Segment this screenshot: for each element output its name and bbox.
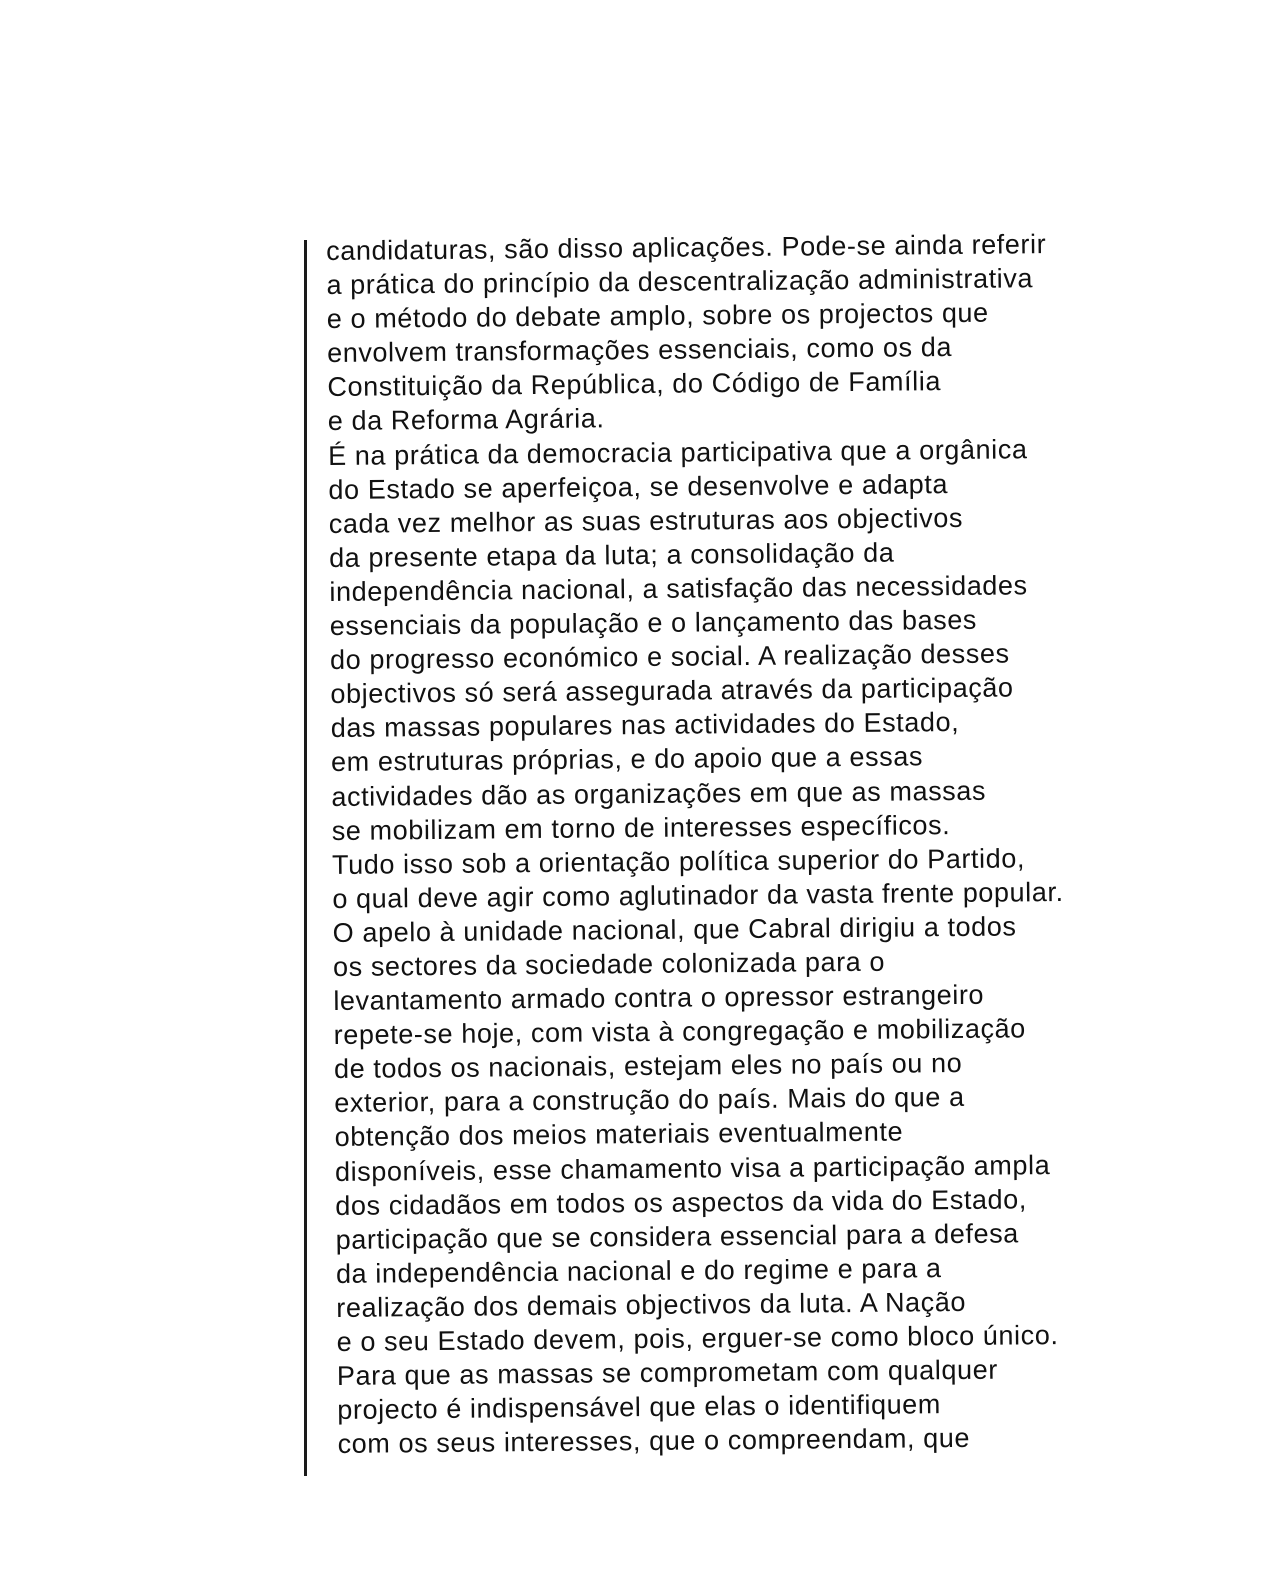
- text-line: essenciais da população e o lançamento das bases: [329, 604, 978, 642]
- margin-rule: [304, 240, 307, 1476]
- text-line: actividades dão as organizações em que as massas: [331, 775, 987, 812]
- text-line: Constituição da República, do Código de Família: [327, 366, 942, 403]
- text-line: exterior, para a construção do país. Mais do que a: [334, 1082, 965, 1119]
- text-line: Para que as massas se comprometam com qualquer: [336, 1354, 998, 1392]
- text-line: do progresso económico e social. A realização desses: [329, 638, 1010, 676]
- body-text: [326, 225, 1238, 1461]
- text-line: Tudo isso sob a orientação política superior do Partido,: [331, 843, 1026, 880]
- text-line: realização dos demais objectivos da luta. A Nação: [336, 1286, 967, 1323]
- text-line: do Estado se aperfeiçoa, se desenvolve e adapta: [328, 468, 949, 505]
- text-line: disponíveis, esse chamamento visa a participação ampla: [334, 1149, 1051, 1187]
- text-line: candidaturas, são disso aplicações. Pode-se ainda referir: [326, 229, 1047, 266]
- text-line: participação que se considera essencial para a defesa: [335, 1218, 1019, 1255]
- text-line: envolvem transformações essenciais, como os da: [327, 332, 953, 369]
- text-line: projecto é indispensável que elas o identifiquem: [337, 1389, 942, 1426]
- text-line: da presente etapa da luta; a consolidação da: [328, 537, 895, 573]
- text-line: da independência nacional e do regime e para a: [335, 1252, 942, 1289]
- text-line: obtenção dos meios materiais eventualmente: [334, 1116, 904, 1153]
- text-line: independência nacional, a satisfação das necessidades: [329, 570, 1028, 607]
- text-line: dos cidadãos em todos os aspectos da vida do Estado,: [335, 1183, 1028, 1221]
- text-line: em estruturas próprias, e do apoio que a essas: [330, 741, 924, 778]
- text-line: com os seus interesses, que o compreendam, que: [337, 1423, 971, 1460]
- text-line: a prática do princípio da descentralização administrativa: [326, 263, 1034, 301]
- text-line: de todos os nacionais, estejam eles no país ou no: [333, 1048, 963, 1085]
- text-line: e o seu Estado devem, pois, erguer-se como bloco único.: [336, 1320, 1059, 1357]
- text-line: se mobilizam em torno de interesses específicos.: [331, 809, 951, 846]
- text-line: os sectores da sociedade colonizada para o: [332, 946, 886, 982]
- text-line: objectivos só será assegurada através da participação: [330, 672, 1014, 710]
- text-line: cada vez melhor as suas estruturas aos objectivos: [328, 502, 964, 539]
- text-line: e da Reforma Agrária.: [327, 403, 605, 437]
- text-line: levantamento armado contra o opressor estrangeiro: [333, 979, 985, 1017]
- text-line: repete-se hoje, com vista à congregação e mobilização: [333, 1013, 1026, 1051]
- text-line: O apelo à unidade nacional, que Cabral dirigiu a todos: [332, 911, 1017, 948]
- text-line: e o método do debate amplo, sobre os projectos que: [326, 297, 989, 335]
- text-line: o qual deve agir como aglutinador da vasta frente popular.: [332, 876, 1064, 914]
- text-line: É na prática da democracia participativa que a orgânica: [327, 433, 1028, 471]
- text-line: das massas populares nas actividades do Estado,: [330, 707, 960, 744]
